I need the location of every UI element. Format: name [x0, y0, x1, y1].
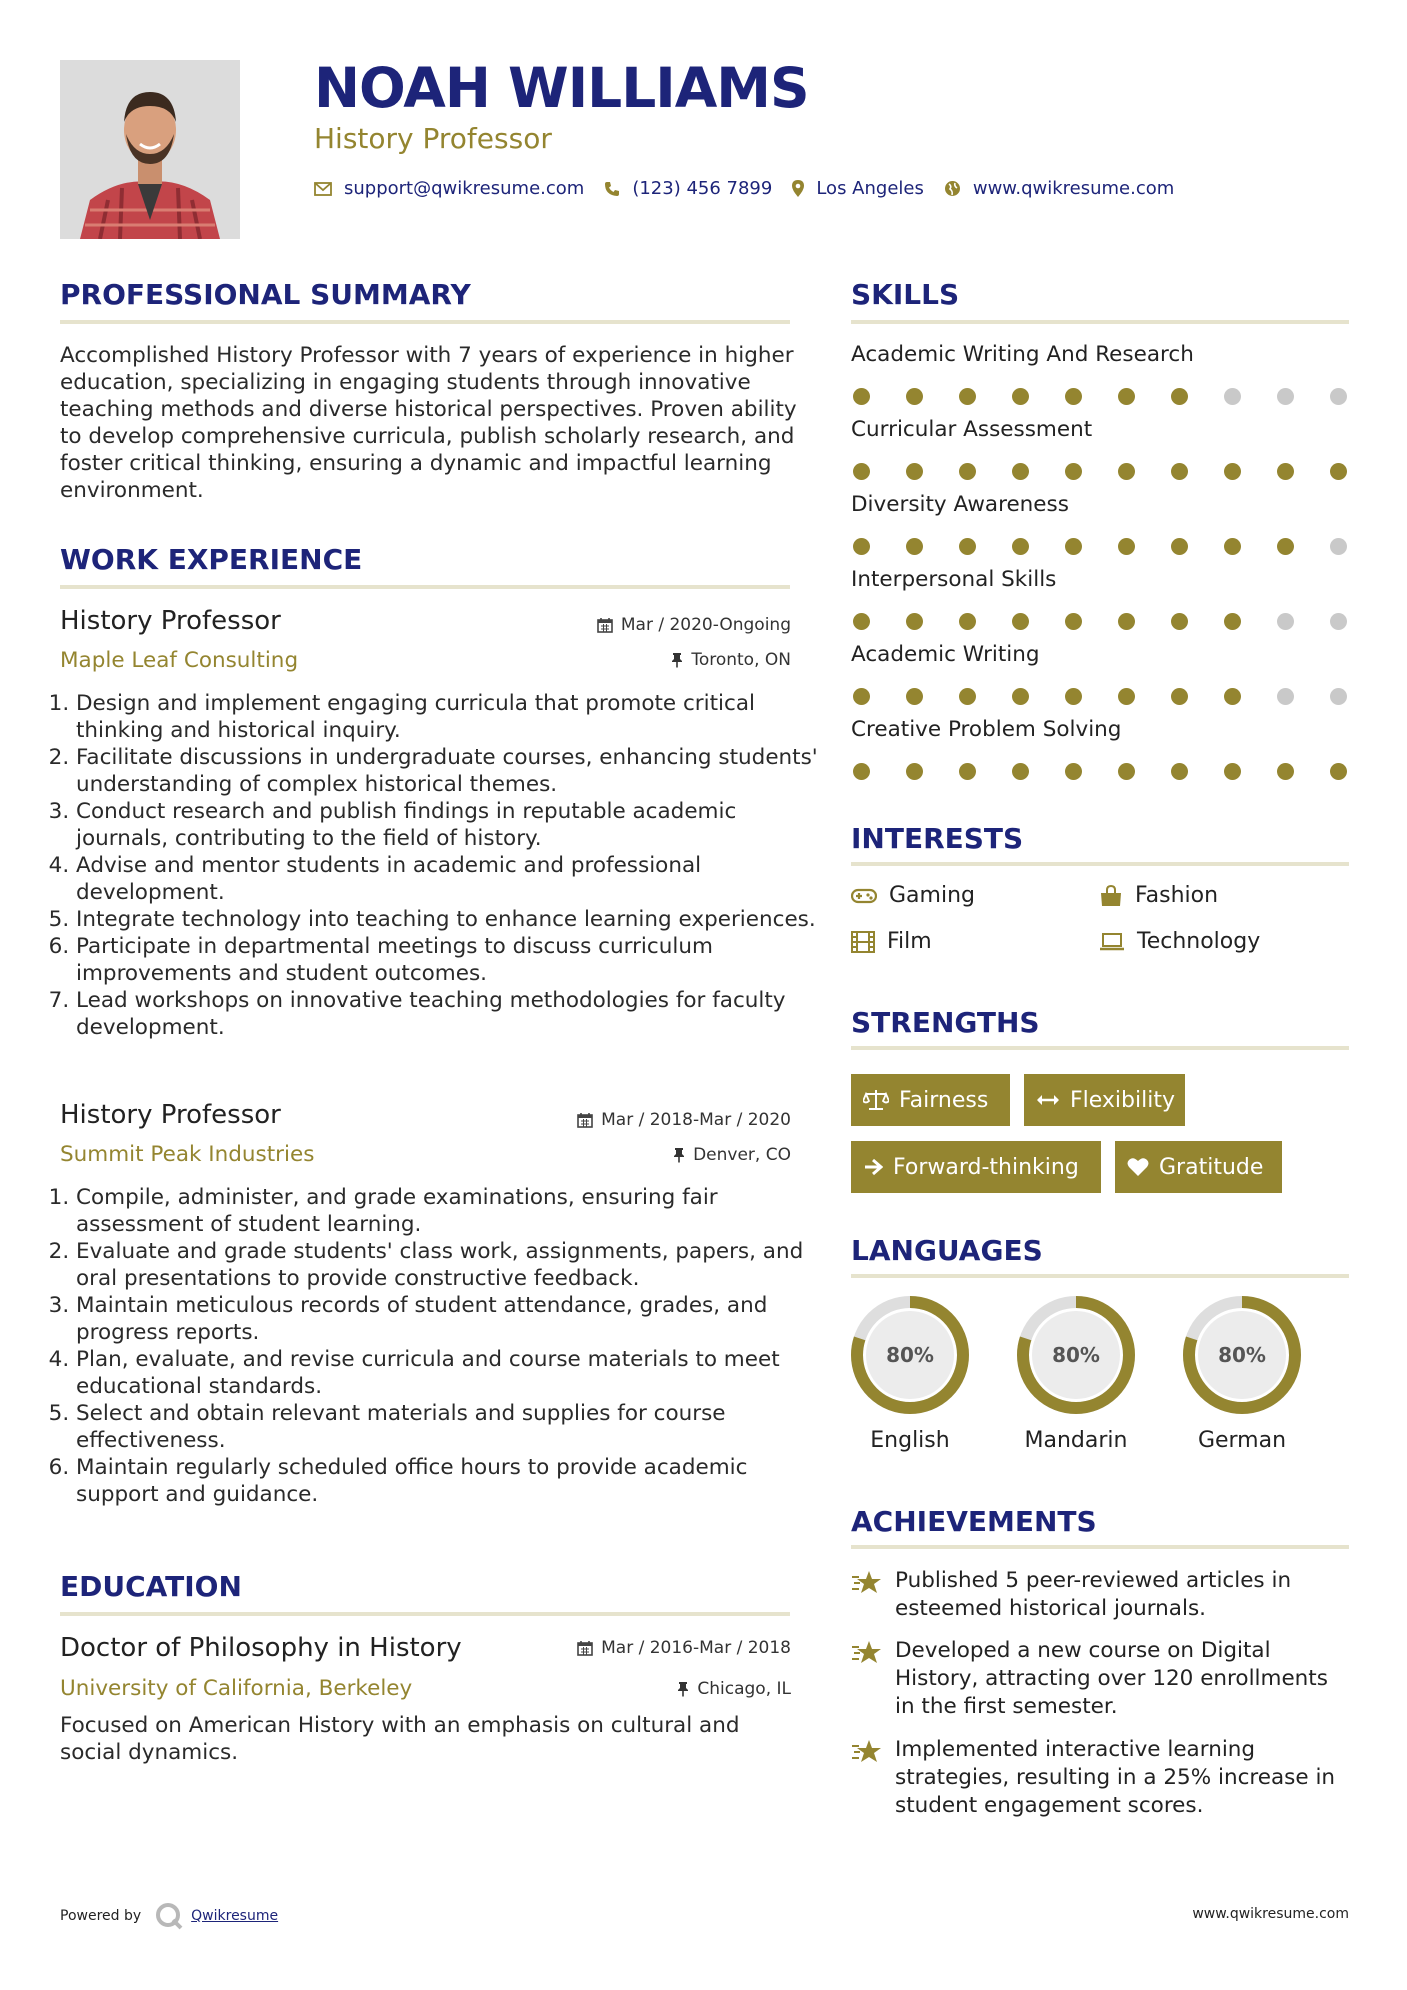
interest-film	[851, 929, 932, 954]
achievements-divider	[851, 1545, 1349, 1549]
job-company: Summit Peak Industries	[60, 1142, 315, 1167]
list-item: 5. Integrate technology into teaching to enhance learning experiences.	[76, 906, 826, 933]
job-date-text: Mar / 2018-Mar / 2020	[601, 1110, 791, 1130]
rating-dot-filled	[1224, 538, 1241, 555]
rating-dot-filled	[1118, 388, 1135, 405]
rating-dot-empty	[1277, 688, 1294, 705]
powered-by-text: Powered by	[60, 1908, 142, 1924]
rating-dot-filled	[1118, 538, 1135, 555]
calendar-icon	[597, 617, 613, 633]
contact-phone[interactable]	[604, 178, 772, 199]
rating-dot-filled	[959, 763, 976, 780]
language-percent: 80%	[886, 1343, 934, 1367]
achievement-item	[851, 1637, 1351, 1721]
skill-label: Interpersonal Skills	[851, 567, 1057, 592]
job-bullets	[50, 690, 826, 1041]
rating-dot-filled	[1171, 538, 1188, 555]
achievement-item	[851, 1736, 1351, 1820]
list-item: 4. Advise and mentor students in academic and professional development.	[76, 852, 826, 906]
job-location-text: Toronto, ON	[691, 650, 791, 670]
rating-dot-filled	[1224, 688, 1241, 705]
rating-dot-filled	[1277, 538, 1294, 555]
rating-dot-filled	[1277, 763, 1294, 780]
interest-label: Technology	[1137, 929, 1261, 954]
rating-dot-filled	[853, 763, 870, 780]
rating-dot-empty	[1330, 688, 1347, 705]
rating-dot-filled	[1065, 613, 1082, 630]
envelope-icon	[314, 182, 332, 196]
language-name: German	[1197, 1428, 1287, 1453]
achievement-text: Implemented interactive learning strategies, resulting in a 25% increase in student engagement scores.	[895, 1737, 1336, 1818]
rating-dot-filled	[1118, 763, 1135, 780]
contact-location	[792, 178, 924, 199]
rating-dot-filled	[1224, 763, 1241, 780]
achievement-text: Published 5 peer-reviewed articles in esteemed historical journals.	[895, 1568, 1292, 1621]
job-date-text: Mar / 2020-Ongoing	[620, 615, 791, 635]
rating-dot-filled	[1012, 388, 1029, 405]
rating-dot-filled	[853, 688, 870, 705]
candidate-name: NOAH WILLIAMS	[314, 56, 809, 120]
rating-dot-filled	[1012, 763, 1029, 780]
list-item: 3. Maintain meticulous records of student attendance, grades, and progress reports.	[76, 1292, 826, 1346]
skill-item	[851, 717, 1349, 780]
contact-email[interactable]	[314, 178, 584, 199]
pushpin-icon	[677, 1681, 689, 1697]
footer-powered-by	[60, 1902, 278, 1930]
list-item: 1. Compile, administer, and grade examinations, ensuring fair assessment of student learning.	[76, 1184, 826, 1238]
experience-divider	[60, 585, 790, 589]
calendar-icon	[577, 1640, 593, 1656]
balance-scale-icon	[863, 1089, 889, 1111]
strength-fairness	[851, 1074, 1010, 1126]
location-text: Los Angeles	[816, 178, 924, 199]
rating-dot-filled	[906, 463, 923, 480]
skill-item	[851, 417, 1349, 480]
brand-link[interactable]: Qwikresume	[191, 1908, 279, 1924]
languages-divider	[851, 1274, 1349, 1278]
skill-rating	[851, 388, 1349, 405]
education-date-text: Mar / 2016-Mar / 2018	[601, 1638, 791, 1658]
education-location	[677, 1679, 791, 1699]
gamepad-icon	[851, 888, 877, 904]
rating-dot-filled	[1118, 688, 1135, 705]
rating-dot-filled	[1065, 463, 1082, 480]
job-location	[671, 650, 791, 670]
skill-item	[851, 492, 1349, 555]
achievement-item	[851, 1567, 1351, 1623]
heart-icon	[1127, 1157, 1149, 1177]
education-description: Focused on American History with an emphasis on cultural and social dynamics.	[60, 1713, 740, 1765]
achievements-heading: ACHIEVEMENTS	[851, 1505, 1097, 1538]
job-title: History Professor	[60, 1100, 281, 1130]
list-item: 5. Select and obtain relevant materials and supplies for course effectiveness.	[76, 1400, 826, 1454]
skill-item	[851, 342, 1349, 405]
list-item: 7. Lead workshops on innovative teaching methodologies for faculty development.	[76, 987, 826, 1041]
rating-dot-filled	[1171, 463, 1188, 480]
strength-label: Flexibility	[1070, 1087, 1175, 1113]
list-item: 4. Plan, evaluate, and revise curricula and course materials to meet educational standards.	[76, 1346, 826, 1400]
rating-dot-filled	[959, 538, 976, 555]
summary-divider	[60, 320, 790, 324]
skills-heading: SKILLS	[851, 278, 960, 311]
skill-rating	[851, 763, 1349, 780]
rating-dot-empty	[1224, 388, 1241, 405]
language-progress-ring	[849, 1294, 971, 1416]
rating-dot-empty	[1330, 613, 1347, 630]
rating-dot-filled	[1012, 688, 1029, 705]
degree-title: Doctor of Philosophy in History	[60, 1633, 462, 1663]
strength-gratitude	[1115, 1141, 1282, 1193]
summary-heading: PROFESSIONAL SUMMARY	[60, 278, 471, 311]
strength-flexibility	[1024, 1074, 1185, 1126]
interest-technology	[1099, 929, 1260, 954]
rating-dot-filled	[853, 388, 870, 405]
job-title: History Professor	[60, 606, 281, 636]
rating-dot-filled	[959, 688, 976, 705]
school-name: University of California, Berkeley	[60, 1676, 413, 1701]
rating-dot-filled	[1171, 688, 1188, 705]
film-icon	[851, 931, 875, 953]
interest-label: Film	[887, 929, 932, 954]
star-icon	[851, 1567, 895, 1623]
education-location-text: Chicago, IL	[697, 1679, 791, 1699]
pushpin-icon	[671, 652, 683, 668]
skills-divider	[851, 320, 1349, 324]
interests-divider	[851, 862, 1349, 866]
phone-text: (123) 456 7899	[632, 178, 773, 199]
skill-rating	[851, 613, 1349, 630]
rating-dot-filled	[853, 613, 870, 630]
interest-gaming	[851, 883, 975, 908]
list-item: 6. Participate in departmental meetings to discuss curriculum improvements and student outcomes.	[76, 933, 826, 987]
strengths-divider	[851, 1046, 1349, 1050]
rating-dot-filled	[906, 613, 923, 630]
achievement-text: Developed a new course on Digital History, attracting over 120 enrollments in the first semester.	[895, 1638, 1328, 1719]
rating-dot-filled	[906, 763, 923, 780]
rating-dot-filled	[1012, 463, 1029, 480]
rating-dot-filled	[1330, 763, 1347, 780]
pushpin-icon	[673, 1147, 685, 1163]
skill-rating	[851, 538, 1349, 555]
list-item: 1. Design and implement engaging curricula that promote critical thinking and historical inquiry.	[76, 690, 826, 744]
profile-photo	[60, 60, 240, 239]
skill-item	[851, 642, 1349, 705]
job-date	[597, 615, 791, 635]
rating-dot-empty	[1330, 388, 1347, 405]
languages-heading: LANGUAGES	[851, 1234, 1043, 1267]
skill-label: Academic Writing And Research	[851, 342, 1194, 367]
rating-dot-filled	[1065, 388, 1082, 405]
star-icon	[851, 1637, 895, 1721]
job-date	[577, 1110, 791, 1130]
star-icon	[851, 1736, 895, 1820]
contact-bar	[314, 178, 1194, 199]
phone-icon	[604, 181, 620, 197]
rating-dot-filled	[1065, 538, 1082, 555]
globe-icon	[944, 180, 961, 197]
interest-fashion	[1099, 883, 1218, 908]
skill-label: Curricular Assessment	[851, 417, 1093, 442]
strength-forward-thinking	[851, 1141, 1101, 1193]
language-name: English	[870, 1428, 950, 1453]
education-divider	[60, 1612, 790, 1616]
skill-rating	[851, 688, 1349, 705]
skill-label: Creative Problem Solving	[851, 717, 1122, 742]
rating-dot-empty	[1277, 388, 1294, 405]
rating-dot-filled	[906, 388, 923, 405]
arrows-horizontal-icon	[1036, 1093, 1060, 1107]
strength-label: Gratitude	[1159, 1154, 1264, 1180]
rating-dot-filled	[959, 388, 976, 405]
rating-dot-filled	[1012, 613, 1029, 630]
website-text: www.qwikresume.com	[972, 178, 1175, 199]
arrow-right-icon	[863, 1158, 883, 1176]
rating-dot-filled	[1065, 688, 1082, 705]
list-item: 2. Evaluate and grade students' class work, assignments, papers, and oral presentations to provide constructive feedback.	[76, 1238, 826, 1292]
language-progress-ring	[1015, 1294, 1137, 1416]
rating-dot-filled	[1118, 613, 1135, 630]
shopping-bag-icon	[1099, 885, 1123, 907]
job-location	[673, 1145, 791, 1165]
rating-dot-filled	[1012, 538, 1029, 555]
job-bullets	[50, 1184, 826, 1508]
interest-label: Fashion	[1135, 883, 1219, 908]
rating-dot-filled	[1277, 463, 1294, 480]
rating-dot-empty	[1277, 613, 1294, 630]
language-progress-ring	[1181, 1294, 1303, 1416]
rating-dot-filled	[1171, 613, 1188, 630]
interest-label: Gaming	[889, 883, 975, 908]
strengths-heading: STRENGTHS	[851, 1006, 1040, 1039]
skill-item	[851, 567, 1349, 630]
rating-dot-filled	[1171, 388, 1188, 405]
rating-dot-empty	[1330, 538, 1347, 555]
strength-label: Fairness	[899, 1087, 989, 1113]
education-heading: EDUCATION	[60, 1570, 242, 1603]
list-item: 6. Maintain regularly scheduled office hours to provide academic support and guidance.	[76, 1454, 826, 1508]
rating-dot-filled	[1224, 463, 1241, 480]
summary-text: Accomplished History Professor with 7 years of experience in higher education, specializing in engaging students through innovative teaching methods and diverse historical perspectives. Proven ability to develop comprehensive curricula, publish scholarly research, and foster critical thinking, ensuring a dynamic and impactful learning environment.	[60, 343, 797, 503]
rating-dot-filled	[853, 538, 870, 555]
language-percent: 80%	[1052, 1343, 1100, 1367]
skill-rating	[851, 463, 1349, 480]
language-percent: 80%	[1218, 1343, 1266, 1367]
interests-heading: INTERESTS	[851, 822, 1024, 855]
job-location-text: Denver, CO	[693, 1145, 791, 1165]
email-text: support@qwikresume.com	[344, 178, 585, 199]
rating-dot-filled	[906, 538, 923, 555]
calendar-icon	[577, 1112, 593, 1128]
language-item	[1177, 1294, 1307, 1453]
experience-heading: WORK EXPERIENCE	[60, 543, 363, 576]
job-company: Maple Leaf Consulting	[60, 648, 299, 673]
rating-dot-filled	[959, 613, 976, 630]
language-name: Mandarin	[1024, 1428, 1128, 1453]
map-pin-icon	[792, 180, 804, 197]
qwikresume-logo-icon	[155, 1902, 183, 1930]
rating-dot-filled	[1330, 463, 1347, 480]
laptop-icon	[1099, 933, 1125, 951]
rating-dot-filled	[906, 688, 923, 705]
candidate-title: History Professor	[314, 122, 552, 155]
education-date	[577, 1638, 791, 1658]
skill-label: Academic Writing	[851, 642, 1040, 667]
footer-website[interactable]: www.qwikresume.com	[1192, 1906, 1349, 1922]
rating-dot-filled	[959, 463, 976, 480]
rating-dot-filled	[1224, 613, 1241, 630]
strength-label: Forward-thinking	[893, 1154, 1079, 1180]
language-item	[1011, 1294, 1141, 1453]
list-item: 3. Conduct research and publish findings in reputable academic journals, contributing to the field of history.	[76, 798, 826, 852]
language-item	[845, 1294, 975, 1453]
skill-label: Diversity Awareness	[851, 492, 1069, 517]
contact-website[interactable]	[944, 178, 1174, 199]
rating-dot-filled	[1118, 463, 1135, 480]
rating-dot-filled	[1065, 763, 1082, 780]
rating-dot-filled	[1171, 763, 1188, 780]
list-item: 2. Facilitate discussions in undergraduate courses, enhancing students' understanding of complex historical themes.	[76, 744, 826, 798]
rating-dot-filled	[853, 463, 870, 480]
